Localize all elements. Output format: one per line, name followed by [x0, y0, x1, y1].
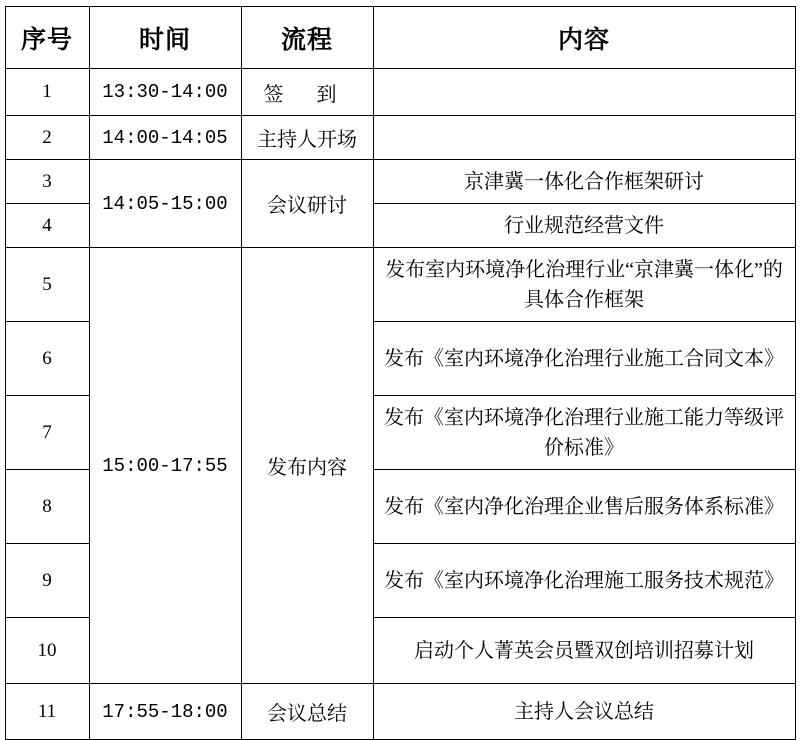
column-header-time: 时间	[89, 7, 241, 69]
cell-flow: 签 到	[241, 69, 373, 116]
cell-no: 11	[5, 684, 89, 740]
cell-no: 1	[5, 69, 89, 116]
cell-content: 京津冀一体化合作框架研讨	[373, 160, 795, 204]
column-header-flow: 流程	[241, 7, 373, 69]
cell-content: 行业规范经营文件	[373, 204, 795, 248]
agenda-table	[5, 6, 796, 740]
cell-content	[373, 69, 795, 116]
cell-no: 8	[5, 470, 89, 544]
cell-content: 发布室内环境净化治理行业“京津冀一体化”的具体合作框架	[373, 248, 795, 322]
column-header-content: 内容	[373, 7, 795, 69]
table-row	[5, 248, 795, 322]
cell-content: 发布《室内环境净化治理行业施工能力等级评价标准》	[373, 396, 795, 470]
cell-flow: 会议总结	[241, 684, 373, 740]
table-row	[5, 684, 795, 740]
cell-no: 2	[5, 116, 89, 160]
table-header	[5, 7, 795, 69]
table-header-row	[5, 7, 795, 69]
cell-no: 4	[5, 204, 89, 248]
cell-content: 发布《室内净化治理企业售后服务体系标准》	[373, 470, 795, 544]
cell-content	[373, 116, 795, 160]
cell-content: 发布《室内环境净化治理行业施工合同文本》	[373, 322, 795, 396]
cell-no: 5	[5, 248, 89, 322]
cell-no: 10	[5, 618, 89, 684]
cell-no: 9	[5, 544, 89, 618]
table-body	[5, 69, 795, 740]
cell-content: 主持人会议总结	[373, 684, 795, 740]
cell-flow: 主持人开场	[241, 116, 373, 160]
table-row	[5, 69, 795, 116]
cell-content: 启动个人菁英会员暨双创培训招募计划	[373, 618, 795, 684]
cell-time: 14:05-15:00	[89, 160, 241, 248]
cell-flow: 发布内容	[241, 248, 373, 684]
cell-no: 3	[5, 160, 89, 204]
cell-time: 15:00-17:55	[89, 248, 241, 684]
cell-no: 6	[5, 322, 89, 396]
cell-flow: 会议研讨	[241, 160, 373, 248]
table-row	[5, 116, 795, 160]
cell-time: 14:00-14:05	[89, 116, 241, 160]
cell-time: 13:30-14:00	[89, 69, 241, 116]
cell-time: 17:55-18:00	[89, 684, 241, 740]
cell-no: 7	[5, 396, 89, 470]
column-header-no: 序号	[5, 7, 89, 69]
cell-content: 发布《室内环境净化治理施工服务技术规范》	[373, 544, 795, 618]
table-row	[5, 160, 795, 204]
